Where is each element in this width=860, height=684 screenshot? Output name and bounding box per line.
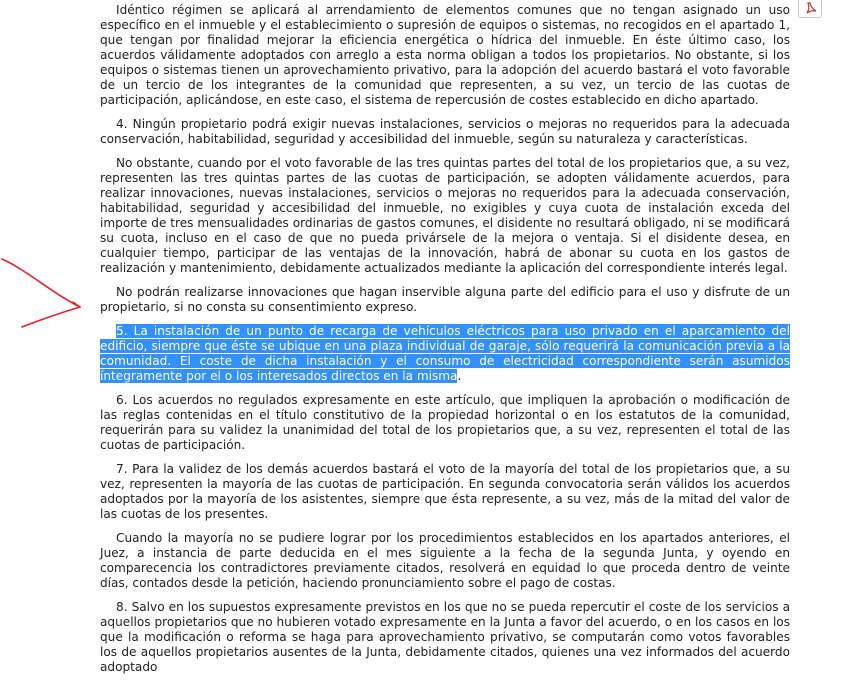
paragraph: 4. Ningún propietario podrá exigir nuevas instalaciones, servicios o mejoras no requeridos para la adecuada conservación, habitabilidad, seguridad y accesibilidad del inmueble, según su naturaleza y características. [100,117,790,146]
hand-drawn-arrow-icon [0,255,100,335]
text-selection[interactable]: 5. La instalación de un punto de recarga de vehículos eléctricos para uso privado en el aparcamiento del edificio, siempre que éste se ubique en una plaza individual de garaje, sólo requerirá la comunicación previa a la comunidad. El coste de dicha instalación y el consumo de electricidad correspondiente serán asumidos íntegramente por el o los interesados directos en la misma [100,324,790,383]
highlighted-paragraph[interactable]: 5. La instalación de un punto de recarga de vehículos eléctricos para uso privado en el aparcamiento del edificio, siempre que éste se ubique en una plaza individual de garaje, sólo requerirá la comunicación previa a la comunidad. El coste de dicha instalación y el consumo de electricidad correspondiente serán asumidos íntegramente por el o los interesados directos en la misma. [100,324,790,383]
paragraph: 7. Para la validez de los demás acuerdos bastará el voto de la mayoría del total de los propietarios que, a su vez, representen la mayoría de las cuotas de participación. En segunda convocatoria serán válidos los acuerdos adoptados por la mayoría de los asistentes, siempre que ésta represente, a su vez, más de la mitad del valor de las cuotas de los presentes. [100,462,790,521]
pdf-icon[interactable] [798,0,822,18]
paragraph: No obstante, cuando por el voto favorable de las tres quintas partes del total de los propietarios que, a su vez, representen las tres quintas partes de las cuotas de participación, se adopten válidamente acuerdos, para realizar innovaciones, nuevas instalaciones, servicios o mejoras no requeridos para la adecuada conservación, habitabilidad, seguridad y accesibilidad del inmueble, no exigibles y cuya cuota de instalación exceda del importe de tres mensualidades ordinarias de gastos comunes, el disidente no resultará obligado, ni se modificará su cuota, incluso en el caso de que no pueda privársele de la mejora o ventaja. Si el disidente desea, en cualquier tiempo, participar de las ventajas de la innovación, habrá de abonar su cuota en los gastos de realización y mantenimiento, debidamente actualizados mediante la aplicación del correspondiente interés legal. [100,156,790,275]
document-body [100,3,790,684]
paragraph: 6. Los acuerdos no regulados expresamente en este artículo, que impliquen la aprobación o modificación de las reglas contenidas en el título constitutivo de la propiedad horizontal o en los estatutos de la comunidad, requerirán para su validez la unanimidad del total de los propietarios que, a su vez, representen el total de las cuotas de participación. [100,393,790,452]
pdf-glyph [805,2,817,15]
paragraph: No podrán realizarse innovaciones que hagan inservible alguna parte del edificio para el uso y disfrute de un propietario, si no consta su consentimiento expreso. [100,285,790,314]
paragraph: 8. Salvo en los supuestos expresamente previstos en los que no se pueda repercutir el coste de los servicios a aquellos propietarios que no hubieren votado expresamente en la Junta a favor del acuerdo, o en los casos en los que la modificación o reforma se haga para aprovechamiento privativo, se computarán como votos favorables los de aquellos propietarios ausentes de la Junta, debidamente citados, quienes una vez informados del acuerdo adoptado [100,600,790,674]
paragraph: Idéntico régimen se aplicará al arrendamiento de elementos comunes que no tengan asignado un uso específico en el inmueble y el establecimiento o supresión de equipos o sistemas, no recogidos en el apartado 1, que tengan por finalidad mejorar la eficiencia energética o hídrica del inmueble. En éste último caso, los acuerdos válidamente adoptados con arreglo a esta norma obligan a todos los propietarios. No obstante, si los equipos o sistemas tienen un aprovechamiento privativo, para la adopción del acuerdo bastará el voto favorable de un tercio de los integrantes de la comunidad que representen, a su vez, un tercio de las cuotas de participación, aplicándose, en este caso, el sistema de repercusión de costes establecido en dicho apartado. [100,3,790,107]
paragraph: Cuando la mayoría no se pudiere lograr por los procedimientos establecidos en los apartados anteriores, el Juez, a instancia de parte deducida en el mes siguiente a la fecha de la segunda Junta, y oyendo en comparecencia los contradictores previamente citados, resolverá en equidad lo que proceda dentro de veinte días, contados desde la petición, haciendo pronunciamiento sobre el pago de costas. [100,531,790,590]
